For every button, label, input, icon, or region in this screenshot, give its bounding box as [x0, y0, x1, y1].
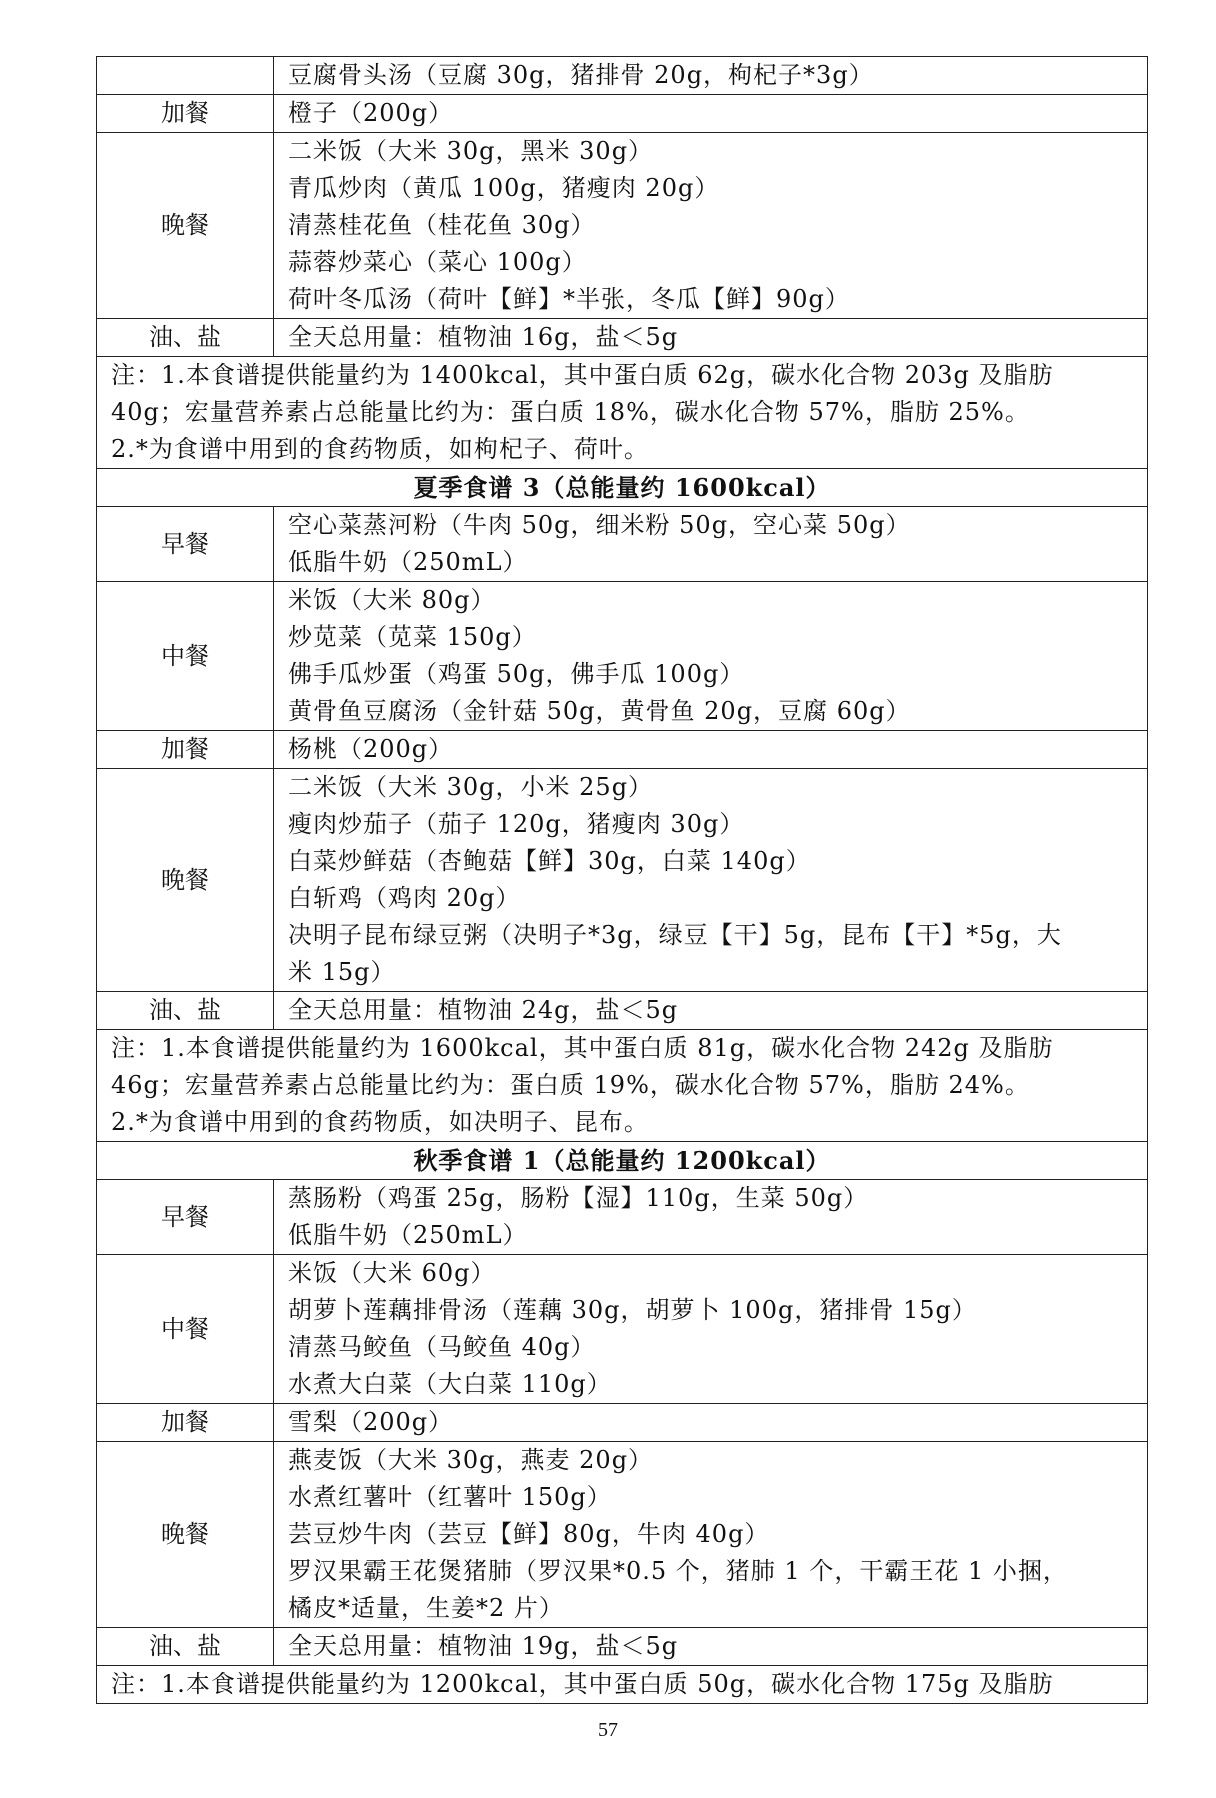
meal-row [97, 992, 1148, 1030]
dish-item: 白斩鸡（鸡肉 20g） [288, 884, 521, 912]
dish-item: 瘦肉炒茄子（茄子 120g，猪瘦肉 30g） [288, 810, 745, 838]
meal-items [274, 1255, 1148, 1404]
dish-item: 黄骨鱼豆腐汤（金针菇 50g，黄骨鱼 20g，豆腐 60g） [288, 697, 911, 725]
meal-items [274, 769, 1148, 992]
meal-row [97, 1404, 1148, 1442]
dish-item: 全天总用量：植物油 16g，盐＜5g [288, 323, 679, 351]
meal-items [274, 1180, 1148, 1255]
dish-item: 橘皮*适量，生姜*2 片） [288, 1594, 564, 1622]
page-number: 57 [598, 1719, 618, 1741]
meal-label: 晚餐 [97, 769, 274, 992]
meal-label: 加餐 [97, 1404, 274, 1442]
meal-items [274, 1442, 1148, 1628]
meal-row [97, 582, 1148, 731]
dish-item: 炒苋菜（苋菜 150g） [288, 623, 537, 651]
dish-item: 罗汉果霸王花煲猪肺（罗汉果*0.5 个，猪肺 1 个，干霸王花 1 小捆， [288, 1557, 1068, 1585]
dish-item: 燕麦饭（大米 30g，燕麦 20g） [288, 1446, 654, 1474]
recipe-title: 秋季食谱 1（总能量约 1200kcal） [97, 1142, 1148, 1180]
dish-item: 胡萝卜莲藕排骨汤（莲藕 30g，胡萝卜 100g，猪排骨 15g） [288, 1296, 977, 1324]
meal-label: 早餐 [97, 1180, 274, 1255]
dish-item: 二米饭（大米 30g，黑米 30g） [288, 137, 654, 165]
meal-label: 中餐 [97, 582, 274, 731]
meal-label: 油、盐 [97, 992, 274, 1030]
nutrition-note [97, 357, 1148, 469]
dish-item: 水煮大白菜（大白菜 110g） [288, 1370, 612, 1398]
note-line: 2.*为食谱中用到的食药物质，如枸杞子、荷叶。 [111, 435, 649, 463]
recipe-table-body [97, 57, 1148, 1704]
meal-label: 晚餐 [97, 133, 274, 319]
meal-items [274, 57, 1148, 95]
dish-item: 青瓜炒肉（黄瓜 100g，猪瘦肉 20g） [288, 174, 720, 202]
dish-item: 橙子（200g） [288, 99, 454, 127]
dish-item: 清蒸桂花鱼（桂花鱼 30g） [288, 211, 596, 239]
meal-label [97, 57, 274, 95]
dish-item: 低脂牛奶（250mL） [288, 1221, 528, 1249]
dish-item: 雪梨（200g） [288, 1408, 454, 1436]
dish-item: 米饭（大米 80g） [288, 586, 496, 614]
dish-item: 清蒸马鲛鱼（马鲛鱼 40g） [288, 1333, 596, 1361]
note-line: 40g；宏量营养素占总能量比约为：蛋白质 18%，碳水化合物 57%，脂肪 25%。 [111, 398, 1030, 426]
meal-items [274, 992, 1148, 1030]
note-line: 46g；宏量营养素占总能量比约为：蛋白质 19%，碳水化合物 57%，脂肪 24%。 [111, 1071, 1030, 1099]
meal-row [97, 57, 1148, 95]
meal-label: 加餐 [97, 731, 274, 769]
meal-row [97, 1442, 1148, 1628]
meal-items [274, 1628, 1148, 1666]
dish-item: 蒸肠粉（鸡蛋 25g，肠粉【湿】110g，生菜 50g） [288, 1184, 869, 1212]
meal-row [97, 95, 1148, 133]
dish-item: 水煮红薯叶（红薯叶 150g） [288, 1483, 612, 1511]
dish-item: 蒜蓉炒菜心（菜心 100g） [288, 248, 587, 276]
meal-label: 中餐 [97, 1255, 274, 1404]
meal-label: 加餐 [97, 95, 274, 133]
meal-row [97, 1628, 1148, 1666]
dish-item: 米 15g） [288, 958, 396, 986]
nutrition-note [97, 1030, 1148, 1142]
dish-item: 米饭（大米 60g） [288, 1259, 496, 1287]
note-row [97, 1666, 1148, 1704]
meal-items [274, 582, 1148, 731]
dish-item: 决明子昆布绿豆粥（决明子*3g，绿豆【干】5g，昆布【干】*5g，大 [288, 921, 1062, 949]
meal-label: 油、盐 [97, 1628, 274, 1666]
meal-row [97, 319, 1148, 357]
meal-row [97, 507, 1148, 582]
meal-row [97, 1180, 1148, 1255]
meal-label: 晚餐 [97, 1442, 274, 1628]
dish-item: 空心菜蒸河粉（牛肉 50g，细米粉 50g，空心菜 50g） [288, 511, 911, 539]
note-row [97, 1030, 1148, 1142]
dish-item: 全天总用量：植物油 19g，盐＜5g [288, 1632, 679, 1660]
meal-row [97, 133, 1148, 319]
meal-label: 早餐 [97, 507, 274, 582]
meal-items [274, 507, 1148, 582]
meal-items [274, 95, 1148, 133]
meal-items [274, 1404, 1148, 1442]
dish-item: 荷叶冬瓜汤（荷叶【鲜】*半张，冬瓜【鲜】90g） [288, 285, 850, 313]
dish-item: 佛手瓜炒蛋（鸡蛋 50g，佛手瓜 100g） [288, 660, 745, 688]
meal-items [274, 731, 1148, 769]
note-line: 注：1.本食谱提供能量约为 1200kcal，其中蛋白质 50g，碳水化合物 175g 及脂肪 [111, 1670, 1054, 1698]
recipe-title: 夏季食谱 3（总能量约 1600kcal） [97, 469, 1148, 507]
dish-item: 杨桃（200g） [288, 735, 454, 763]
note-row [97, 357, 1148, 469]
dish-item: 豆腐骨头汤（豆腐 30g，猪排骨 20g，枸杞子*3g） [288, 61, 874, 89]
dish-item: 二米饭（大米 30g，小米 25g） [288, 773, 654, 801]
note-line: 注：1.本食谱提供能量约为 1400kcal，其中蛋白质 62g，碳水化合物 203g 及脂肪 [111, 361, 1054, 389]
dish-item: 全天总用量：植物油 24g，盐＜5g [288, 996, 679, 1024]
meal-items [274, 319, 1148, 357]
recipe-title-row [97, 469, 1148, 507]
meal-label: 油、盐 [97, 319, 274, 357]
recipe-table [96, 56, 1148, 1704]
dish-item: 芸豆炒牛肉（芸豆【鲜】80g，牛肉 40g） [288, 1520, 770, 1548]
dish-item: 低脂牛奶（250mL） [288, 548, 528, 576]
dish-item: 白菜炒鲜菇（杏鲍菇【鲜】30g，白菜 140g） [288, 847, 811, 875]
meal-row [97, 731, 1148, 769]
meal-items [274, 133, 1148, 319]
nutrition-note [97, 1666, 1148, 1704]
note-line: 2.*为食谱中用到的食药物质，如决明子、昆布。 [111, 1108, 649, 1136]
note-line: 注：1.本食谱提供能量约为 1600kcal，其中蛋白质 81g，碳水化合物 242g 及脂肪 [111, 1034, 1054, 1062]
meal-row [97, 1255, 1148, 1404]
meal-row [97, 769, 1148, 992]
recipe-title-row [97, 1142, 1148, 1180]
